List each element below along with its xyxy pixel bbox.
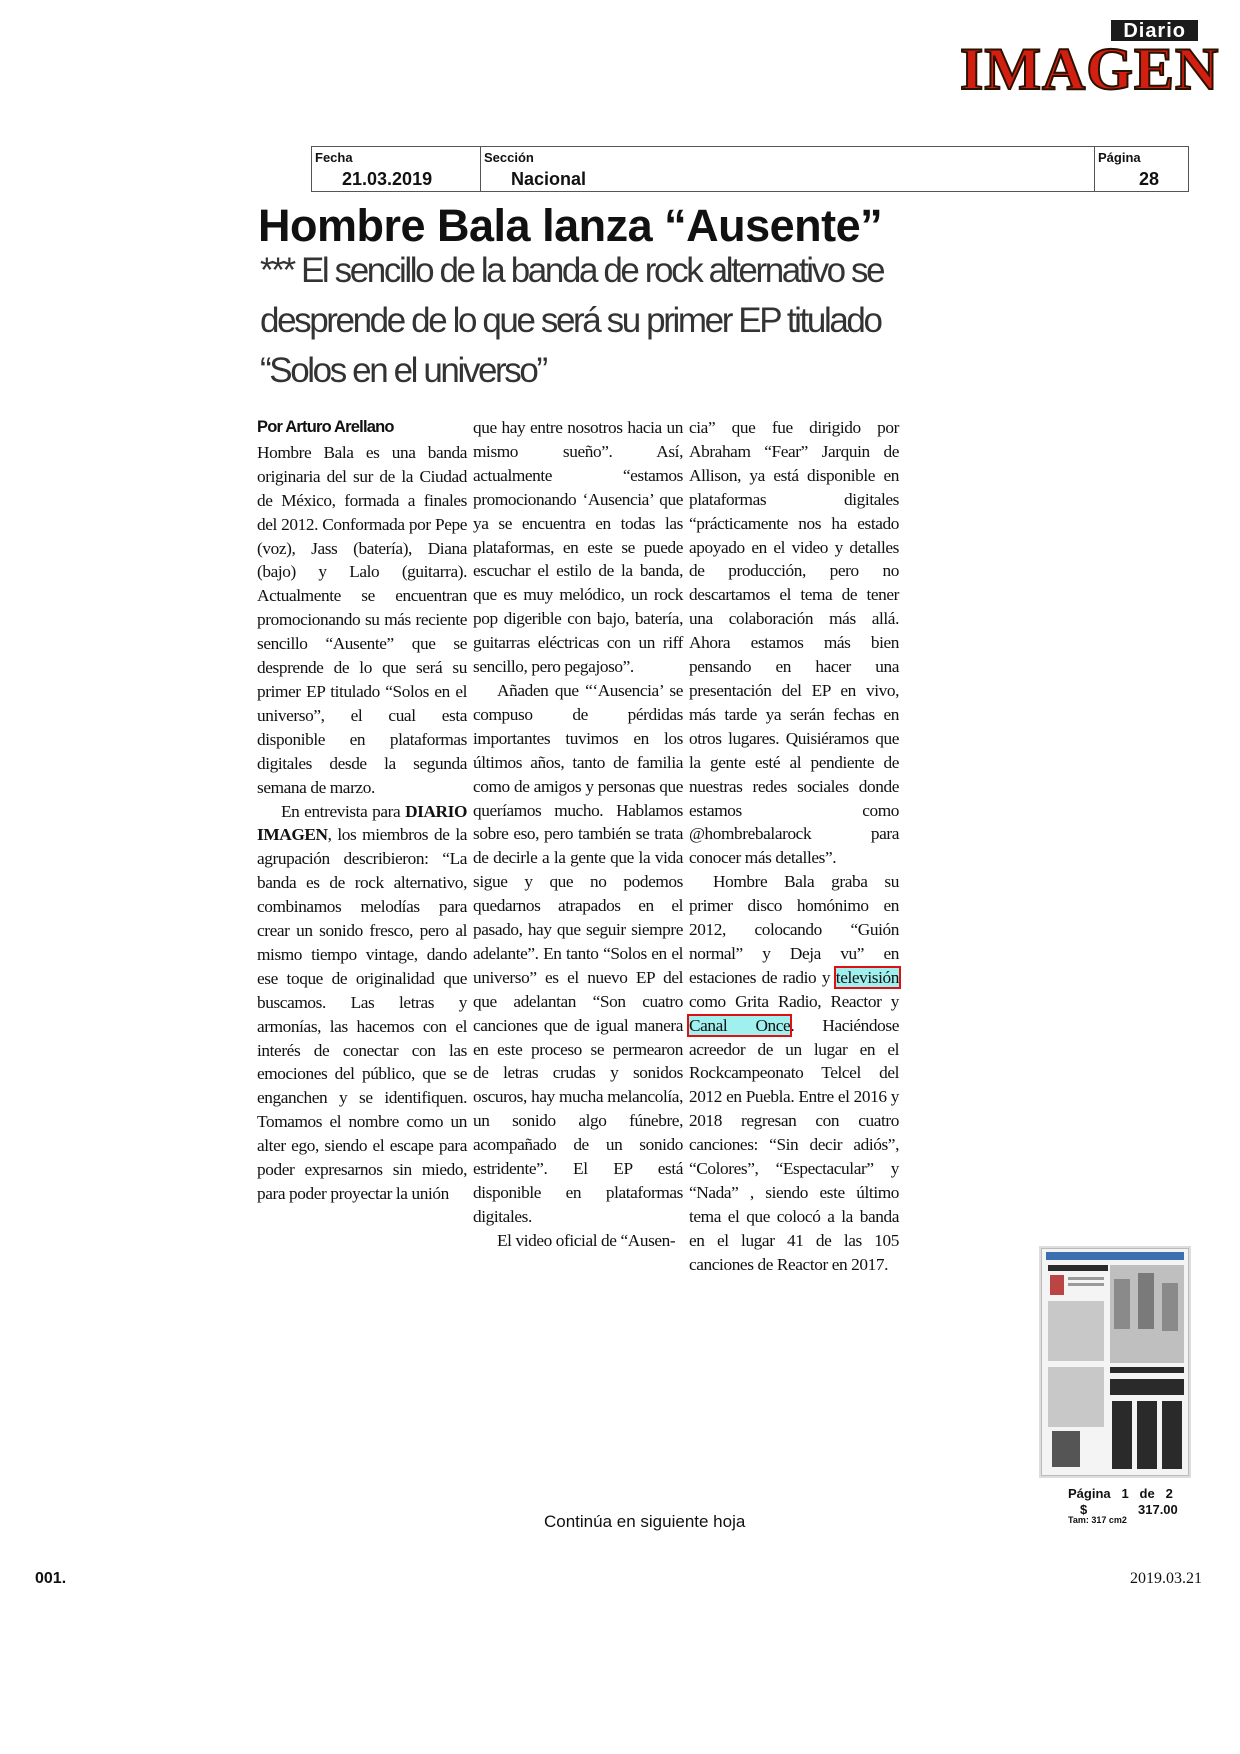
thumb-block xyxy=(1114,1279,1130,1329)
seccion-label: Sección xyxy=(484,150,534,165)
page-number: 1 xyxy=(1121,1486,1129,1501)
thumb-block xyxy=(1068,1277,1104,1280)
thumb-block xyxy=(1138,1273,1154,1329)
paragraph-text: Hombre Bala graba su primer disco homónimo en 2012, colocando “Guión normal” y Deja vu” en estaciones de radio y xyxy=(689,872,899,987)
thumb-block xyxy=(1112,1401,1132,1469)
seccion-cell xyxy=(481,147,1095,191)
document-code: 001. xyxy=(35,1570,67,1587)
paragraph: Hombre Bala es una banda originaria del sur de la Ciudad de México, formada a finales del 2012. Conformada por Pepe (voz), Jass (batería), Diana (bajo) y Lalo (guitarra). Actualmente se encuentran promocionando su más reciente sencillo “Ausente” que se desprende de lo que será su primer EP titulado “Solos en el universo”, el cual esta disponible en plataformas digitales desde la segunda semana de marzo. xyxy=(257,442,467,797)
paragraph: que hay entre nosotros hacia un mismo sueño”. Así, actualmente “estamos promocionando ‘Ausencia’ que ya se encuentra en todas las plataformas, en este se puede escuchar el estilo de la banda, que es muy melódico, un rock pop digerible con bajo, batería, guitarras eléctricas con un riff sencillo, pero pegajoso”. xyxy=(473,418,683,677)
thumb-block xyxy=(1110,1379,1184,1395)
thumb-header-bar xyxy=(1046,1252,1184,1260)
logo-imagen-text: IMAGEN xyxy=(960,36,1220,102)
thumb-block xyxy=(1110,1367,1184,1373)
article-title: Hombre Bala lanza “Ausente” xyxy=(258,200,883,251)
paragraph-text: , los miembros de la agrupación describieron: “La banda es de rock alternativo, combinamos melodías para crear un sonido fresco, pero al mismo tiempo vintage, dando ese toque de originalidad que buscamos. Las letras y armonías, las hacemos con el interés de conectar con las emociones del público, que se enganchen y se identifiquen. Tomamos el nombre como un alter ego, siendo el escape para poder expresarnos sin miedo, para poder proyectar la unión xyxy=(257,825,467,1203)
pagina-value: 28 xyxy=(1139,169,1160,189)
size-info: Tam: 317 cm2 xyxy=(1068,1515,1127,1525)
currency-symbol: $ xyxy=(1080,1502,1088,1517)
continues-next-page-note: Continúa en siguiente hoja xyxy=(544,1512,746,1531)
thumb-block xyxy=(1162,1283,1178,1331)
seccion-value: Nacional xyxy=(511,169,587,189)
article-column-2 xyxy=(473,416,683,1253)
clipping-header-box xyxy=(311,146,1189,192)
paragraph: El video oficial de “Ausen- xyxy=(497,1230,676,1250)
highlighted-keyword: Canal Once xyxy=(689,1015,791,1035)
article-column-1 xyxy=(257,416,467,1206)
page-total: 2 xyxy=(1165,1486,1173,1501)
fecha-label: Fecha xyxy=(315,150,353,165)
thumb-block xyxy=(1048,1301,1104,1361)
fecha-cell xyxy=(312,147,481,191)
page-count xyxy=(1068,1486,1190,1502)
thumb-block xyxy=(1048,1265,1108,1271)
paragraph-text: En entrevista para xyxy=(281,801,406,821)
thumb-block xyxy=(1162,1401,1182,1469)
fecha-value: 21.03.2019 xyxy=(342,169,433,189)
paragraph: Añaden que “‘Ausencia’ se compuso de pérdidas importantes tuvimos en los últimos años, tanto de familia como de amigos y personas que queríamos mucho. Hablamos sobre eso, pero también se trata de decirle a la gente que la vida sigue y que no podemos quedarnos atrapados en el pasado, hay que seguir siempre adelante”. En tanto “Solos en el universo” es el nuevo EP del que adelantan “Son cuatro canciones que de igual manera en este proceso se permearon de letras crudas y sonidos oscuros, hay mucha melancolía, un sonido algo fúnebre, acompañado de un sonido estridente”. El EP está disponible en plataformas digitales. xyxy=(473,680,683,1226)
price-value: 317.00 xyxy=(1138,1502,1178,1517)
thumb-photo xyxy=(1052,1431,1080,1467)
article-byline: Por Arturo Arellano xyxy=(257,418,394,436)
paragraph xyxy=(257,800,467,1206)
page-info xyxy=(1068,1486,1190,1525)
thumb-block xyxy=(1048,1367,1104,1427)
newspaper-logo xyxy=(960,20,1222,100)
highlighted-keyword: televisión xyxy=(835,967,899,987)
logo-diario-text: Diario xyxy=(1111,20,1198,41)
thumb-block xyxy=(1137,1401,1157,1469)
thumb-block xyxy=(1068,1283,1104,1286)
paragraph-bold-text: DIARIO IMAGEN xyxy=(257,801,467,845)
page-label: Página xyxy=(1068,1486,1111,1501)
paragraph xyxy=(689,870,899,1276)
article-column-3 xyxy=(689,416,899,1277)
document-date: 2019.03.21 xyxy=(1130,1570,1202,1587)
price-row xyxy=(1068,1502,1190,1518)
paragraph-text: como Grita Radio, Reactor y xyxy=(689,991,899,1011)
thumb-photo xyxy=(1050,1275,1064,1295)
page-of: de xyxy=(1139,1486,1155,1501)
paragraph: cia” que fue dirigido por Abraham “Fear” Jarquin de Allison, ya está disponible en plataformas digitales “prácticamente nos ha estado apoyado en el video y detalles de producción, pero no descartamos el tema de tener una colaboración más allá. Ahora estamos más bien pensando en hacer una presentación del EP en vivo, más tarde ya serán fechas en otros lugares. Quisiéramos que la gente esté al pendiente de nuestras redes sociales donde estamos como @hombrebalarock para conocer más detalles”. xyxy=(689,418,899,868)
page-thumbnail xyxy=(1041,1248,1189,1476)
pagina-label: Página xyxy=(1098,150,1141,165)
paragraph-text: . Haciéndose acreedor de un lugar en el Rockcampeonato Telcel del 2012 en Puebla. Entre el 2016 y 2018 regresan con cuatro canciones: “Sin decir adiós”, “Colores”, “Espectacular” y “Nada” , siendo este último tema el que colocó a la banda en el lugar 41 de las 105 canciones de Reactor en 2017. xyxy=(689,1015,900,1274)
pagina-cell xyxy=(1095,147,1188,191)
article-subtitle: *** El sencillo de la banda de rock alternativo se desprende de lo que será su primer EP titulado “Solos en el universo” xyxy=(260,251,884,390)
